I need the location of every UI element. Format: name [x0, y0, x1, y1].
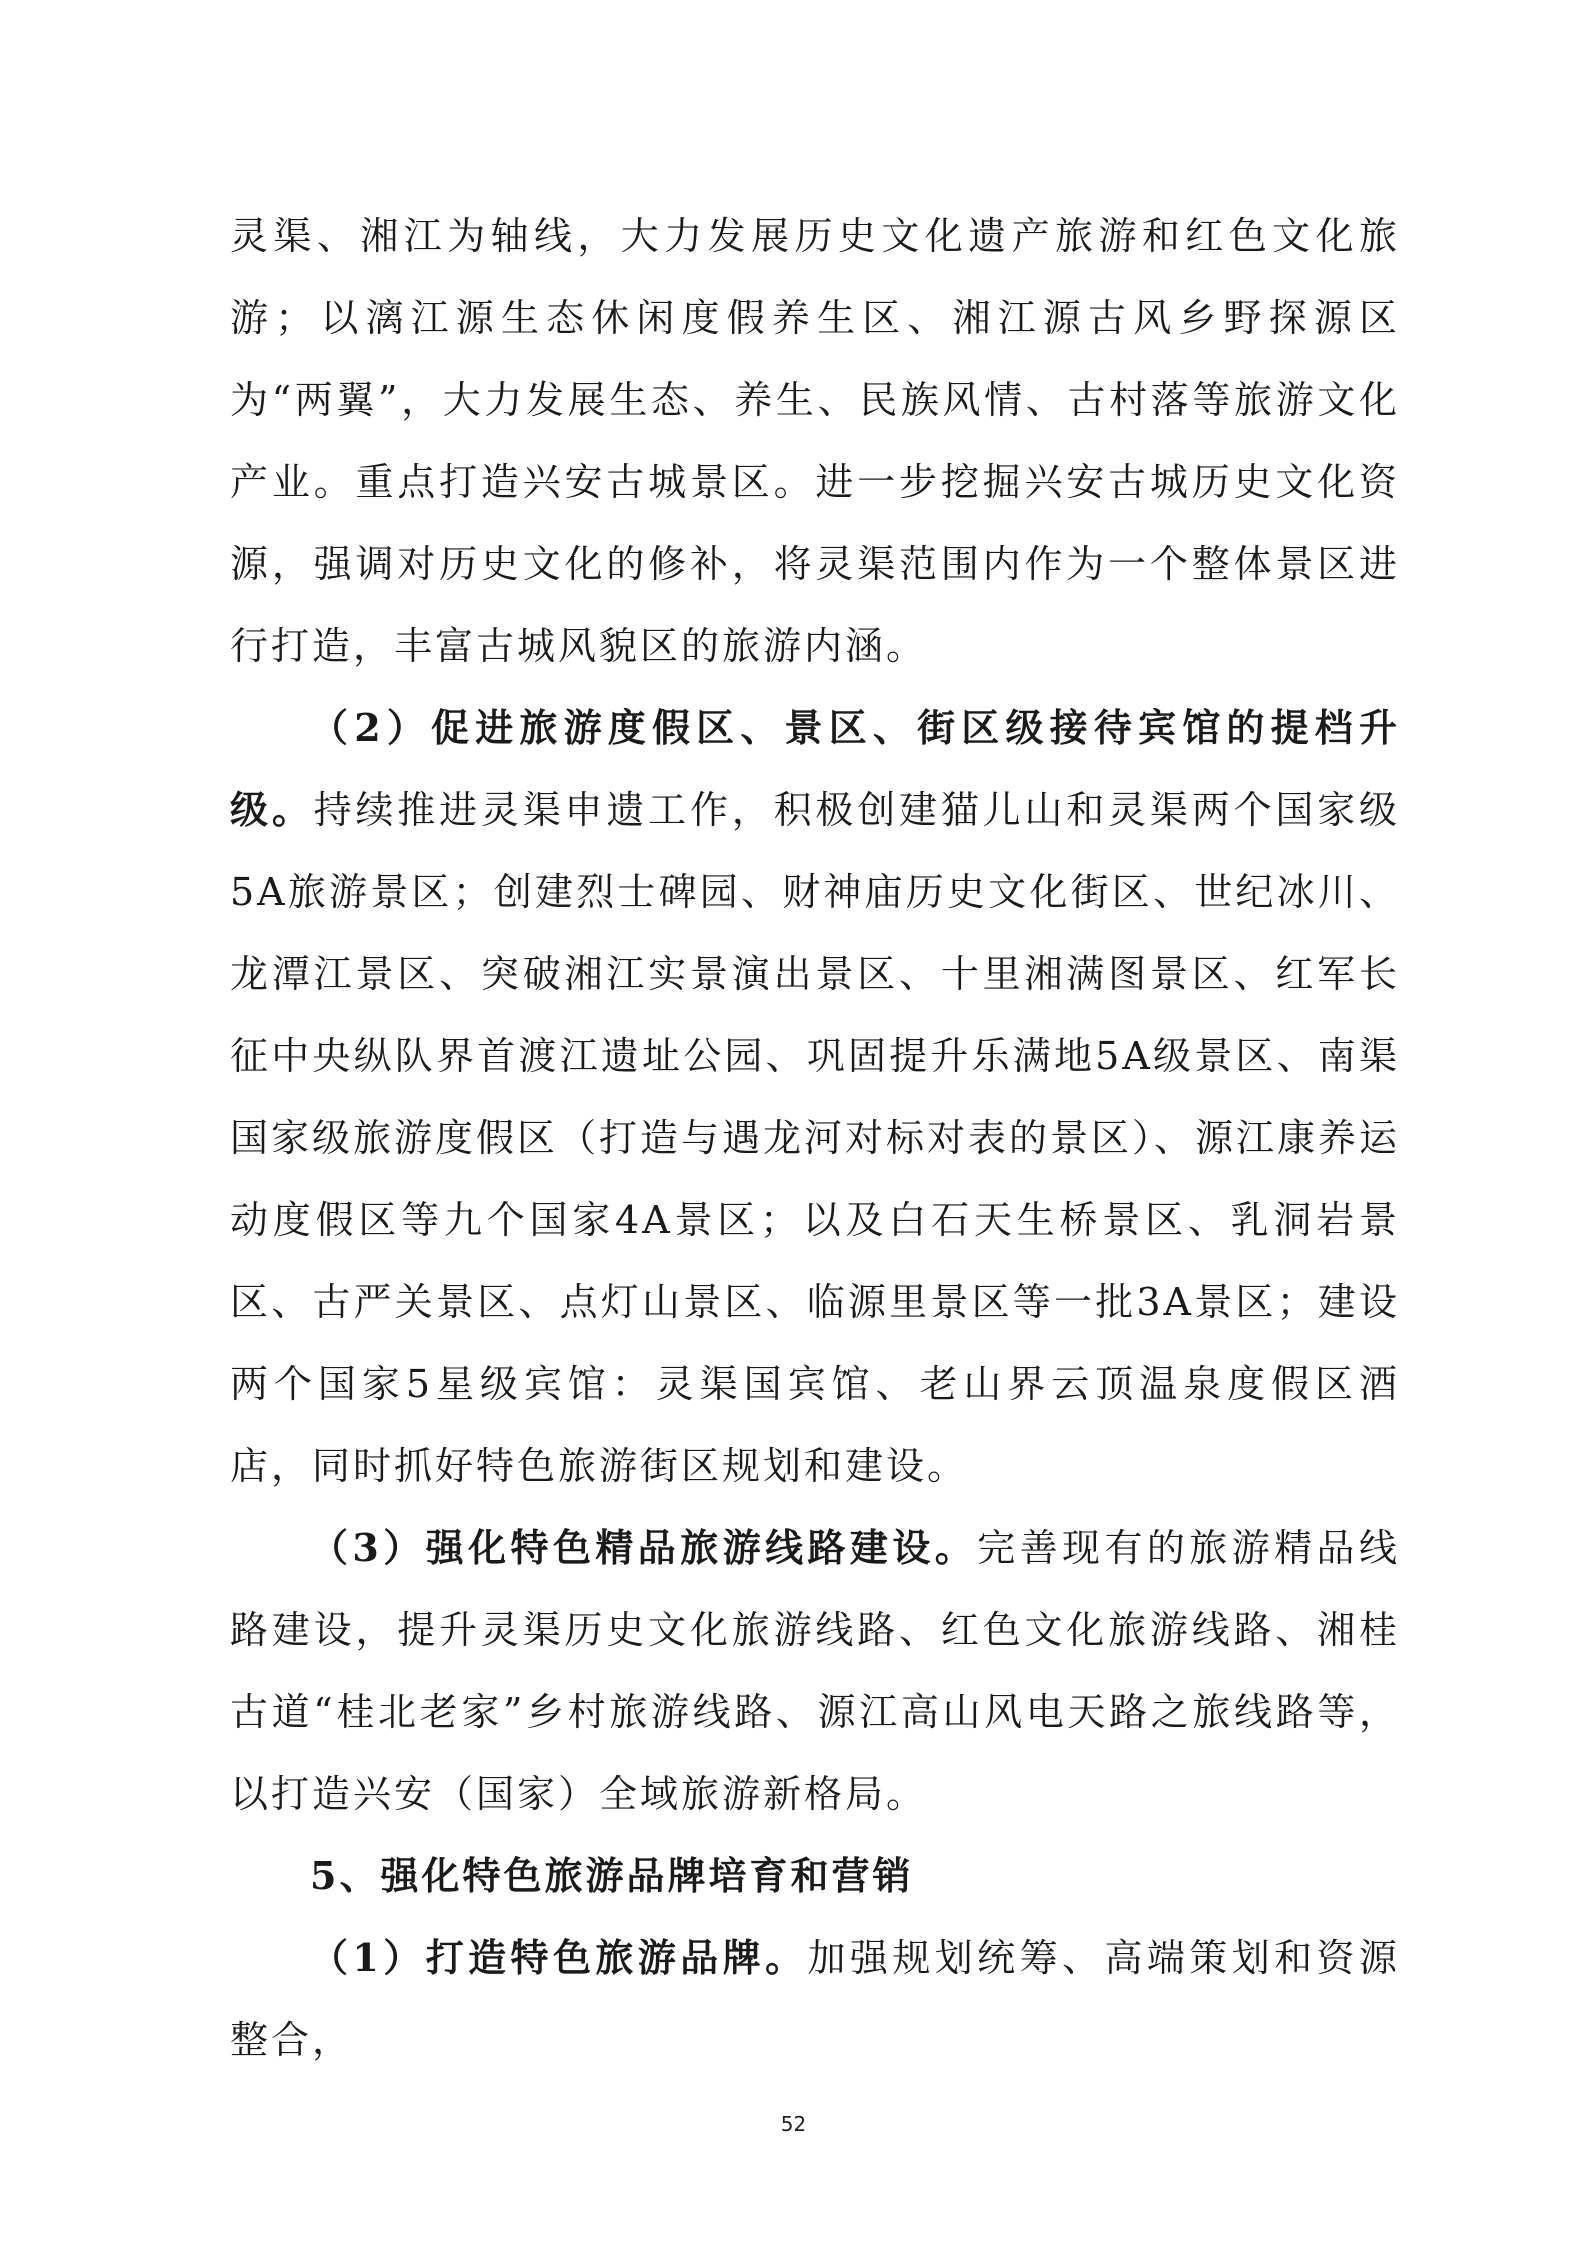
paragraph-4-lead: （1）打造特色旅游品牌。: [310, 1935, 808, 1980]
paragraph-1: [230, 195, 1400, 687]
document-body: [230, 195, 1400, 2081]
paragraph-4: [230, 1917, 1400, 2081]
paragraph-1-text: 灵渠、湘江为轴线，大力发展历史文化遗产旅游和红色文化旅游；以漓江源生态休闲度假养生区、湘江源古风乡野探源区为“两翼”，大力发展生态、养生、民族风情、古村落等旅游文化产业。重点打造兴安古城景区。进一步挖掘兴安古城历史文化资源，强调对历史文化的修补，将灵渠范围内作为一个整体景区进行打造，丰富古城风貌区的旅游内涵。: [230, 214, 1400, 668]
page-number: 52: [780, 2112, 807, 2136]
paragraph-3-lead: （3）强化特色精品旅游线路建设。: [310, 1525, 978, 1570]
paragraph-3-text: 完善现有的旅游精品线路建设，提升灵渠历史文化旅游线路、红色文化旅游线路、湘桂古道“桂北老家”乡村旅游线路、源江高山风电天路之旅线路等，以打造兴安（国家）全域旅游新格局。: [230, 1526, 1400, 1816]
section-heading: 5、强化特色旅游品牌培育和营销: [310, 1853, 914, 1898]
paragraph-3: [230, 1507, 1400, 1835]
paragraph-2-text: 持续推进灵渠申遗工作，积极创建猫儿山和灵渠两个国家级5A旅游景区；创建烈士碑园、财神庙历史文化街区、世纪冰川、龙潭江景区、突破湘江实景演出景区、十里湘满图景区、红军长征中央纵队界首渡江遗址公园、巩固提升乐满地5A级景区、南渠国家级旅游度假区（打造与遇龙河对标对表的景区）、源江康养运动度假区等九个国家4A景区；以及白石天生桥景区、乳洞岩景区、古严关景区、点灯山景区、临源里景区等一批3A景区；建设两个国家5星级宾馆：灵渠国宾馆、老山界云顶温泉度假区酒店，同时抓好特色旅游街区规划和建设。: [230, 788, 1401, 1488]
paragraph-2: [230, 687, 1400, 1507]
paragraph-2-lead: （2）促进旅游度假区、景区、街区级接待宾馆的提档升级。: [230, 705, 1400, 832]
paragraph-4-text: 加强规划统筹、高端策划和资源整合，: [230, 1936, 1400, 2062]
